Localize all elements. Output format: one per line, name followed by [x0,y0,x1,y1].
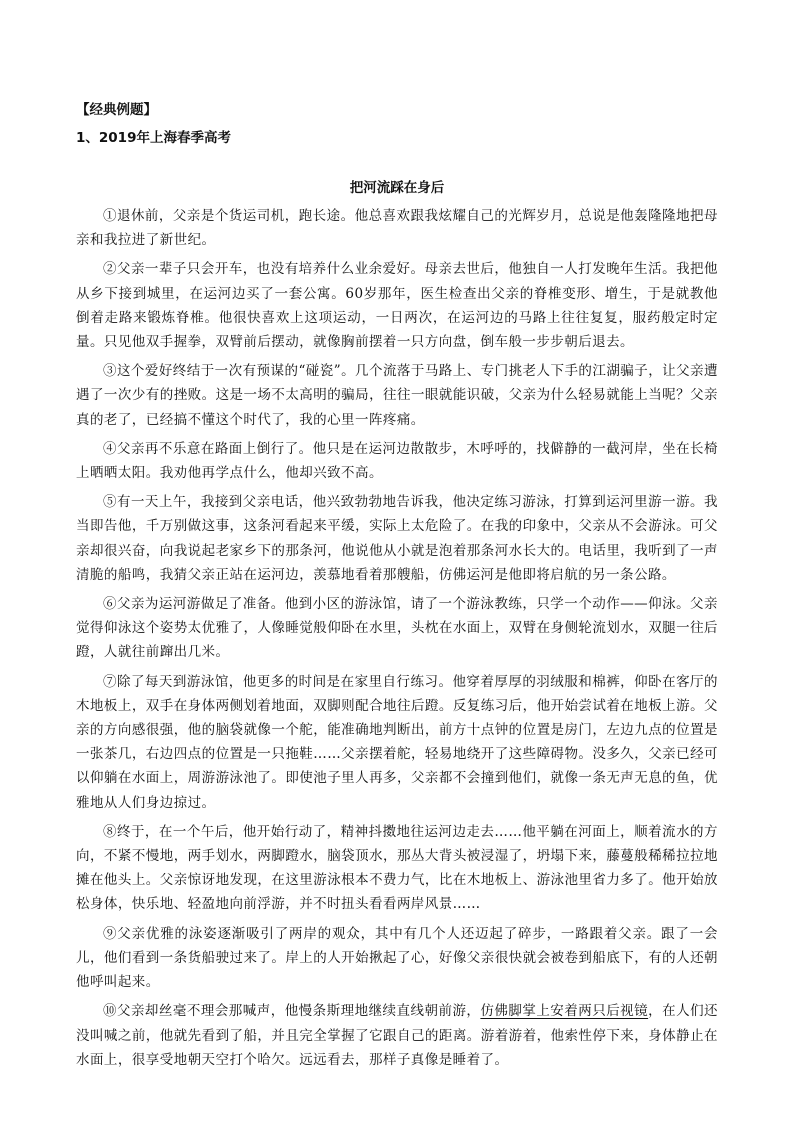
paragraph-6: ⑥父亲为运河游做足了准备。他到小区的游泳馆，请了一个游泳教练，只学一个动作——仰泳。父亲觉得仰泳这个姿势太优雅了，人像睡觉般仰卧在水里，头枕在水面上，双臂在身侧轮流划水，双腿一往后蹬，人就往前蹿出几米。 [76,596,718,661]
paragraph-4: ④父亲再不乐意在路面上倒行了。他只是在运河边散散步，木呼呼的，找僻静的一截河岸，坐在长椅上晒晒太阳。我劝他再学点什么，他却兴致不高。 [76,440,718,482]
paragraph-10 [76,999,718,1072]
paragraph-7: ⑦除了每天到游泳馆，他更多的时间是在家里自行练习。他穿着厚厚的羽绒服和棉裤，仰卧在客厅的木地板上，双手在身体两侧划着地面，双脚则配合地往后蹬。反复练习后，他开始尝试着在地板上游。父亲的方向感很强，他的脑袋就像一个舵，能准确地判断出，前方十点钟的位置是房门，左边九点的位置是一张茶几，右边四点的位置是一只拖鞋……父亲摆着舵，轻易地绕开了这些障碍物。没多久，父亲已经可以仰躺在水面上，周游游泳池了。即使池子里人再多，父亲都不会撞到他们，就像一条无声无息的鱼，优雅地从人们身边掠过。 [76,673,718,811]
paragraph-10-text-end: ，在人们还没叫喊之前，他就先看到了船，并且完全掌握了它跟自己的距离。游着游着，他索性停下来，身体静止在水面上，很享受地朝天空打个哈欠。远远看去，那样子真像是睡着了。 [76,1003,719,1068]
paragraph-3: ③这个爱好终结于一次有预谋的“碰瓷”。几个流落于马路上、专门挑老人下手的江湖骗子，让父亲遭遇了一次少有的挫败。这是一场不太高明的骗局，往往一眼就能识破，父亲为什么轻易就能上当呢？父亲真的老了，已经搞不懂这个时代了，我的心里一阵疼痛。 [76,363,718,428]
paragraph-8: ⑧终于，在一个午后，他开始行动了，精神抖擞地往运河边走去……他平躺在河面上，顺着流水的方向，不紧不慢地，两手划水，两脚蹬水，脑袋顶水，那丛大背头被浸湿了，坍塌下来，藤蔓般稀稀拉拉地摊在他头上。父亲惊讶地发现，在这里游泳根本不费力气，比在木地板上、游泳池里省力多了。他开始放松身体，快乐地、轻盈地向前浮游，并不时扭头看看两岸风景…… [76,823,718,913]
paragraph-10-text-start: ⑩父亲却丝毫不理会那喊声，他慢条斯理地继续直线朝前游， [103,1003,481,1020]
underlined-phrase: 仿佛脚掌上安着两只后视镜 [480,1003,649,1020]
paragraph-1: ①退休前，父亲是个货运司机，跑长途。他总喜欢跟我炫耀自己的光辉岁月，总说是他轰隆隆地把母亲和我拉进了新世纪。 [76,208,718,249]
article-title: 把河流踩在身后 [349,180,445,196]
section-heading: 【经典例题】 [76,102,157,118]
paragraph-2: ②父亲一辈子只会开车，也没有培养什么业余爱好。母亲去世后，他独自一人打发晚年生活。我把他从乡下接到城里，在运河边买了一套公寓。60岁那年，医生检查出父亲的脊椎变形、增生，于是就教他倒着走路来锻炼脊椎。他很快喜欢上这项运动，一日两次，在运河边的马路上往往复复，服药般定时定量。只见他双手握拳，双臂前后摆动，就像胸前摆着一只方向盘，倒车般一步步朝后退去。 [76,261,718,351]
question-heading: 1、2019年上海春季高考 [76,130,231,146]
article-body [76,204,718,1077]
paragraph-5: ⑤有一天上午，我接到父亲电话，他兴致勃勃地告诉我，他决定练习游泳，打算到运河里游一游。我当即告他，千万别做这事，这条河看起来平缓，实际上太危险了。在我的印象中，父亲从不会游泳。可父亲却很兴奋，向我说起老家乡下的那条河，他说他从小就是泡着那条河水长大的。电话里，我听到了一声清脆的船鸣，我猜父亲正站在运河边，羡慕地看着那艘船，仿佛运河是他即将启航的另一条公路。 [76,494,718,583]
paragraph-9: ⑨父亲优雅的泳姿逐渐吸引了两岸的观众，其中有几个人还迈起了碎步，一路跟着父亲。跟了一会儿，他们看到一条货船驶过来了。岸上的人开始揪起了心，好像父亲很快就会被卷到船底下，有的人还朝他呼叫起来。 [76,925,718,991]
